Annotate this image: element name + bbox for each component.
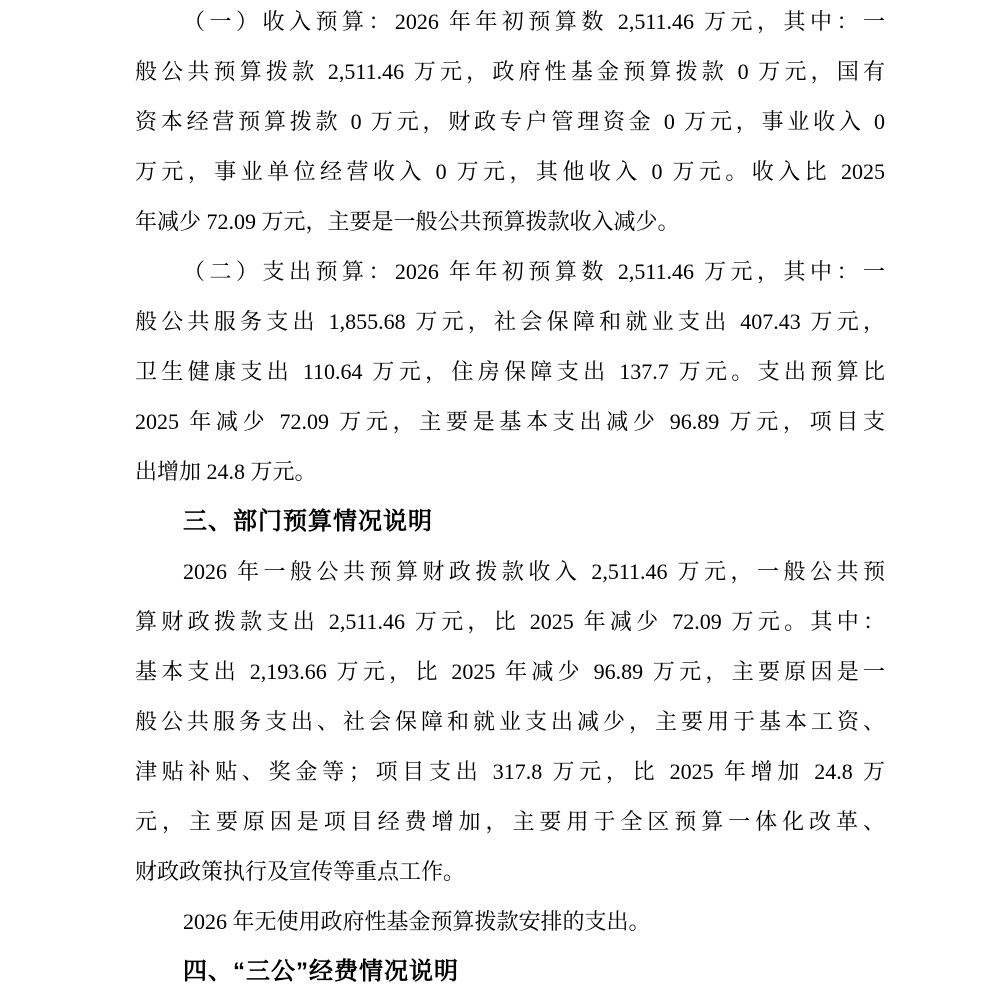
paragraph-line: （二）支出预算：2026 年年初预算数 2,511.46 万元，其中：一 — [183, 259, 885, 284]
section-heading: 三、部门预算情况说明 — [183, 508, 433, 535]
paragraph-line: 算财政拨款支出 2,511.46 万元，比 2025 年减少 72.09 万元。其中： — [135, 609, 885, 634]
paragraph-line: （一）收入预算：2026 年年初预算数 2,511.46 万元，其中：一 — [183, 9, 885, 34]
document-text — [135, 0, 885, 997]
paragraph-line: 般公共预算拨款 2,511.46 万元，政府性基金预算拨款 0 万元，国有 — [135, 59, 885, 84]
paragraph-line: 元，主要原因是项目经费增加，主要用于全区预算一体化改革、 — [135, 809, 885, 834]
paragraph-line: 般公共服务支出 1,855.68 万元，社会保障和就业支出 407.43 万元， — [135, 309, 885, 334]
paragraph-line: 般公共服务支出、社会保障和就业支出减少，主要用于基本工资、 — [135, 709, 885, 734]
paragraph-line: 卫生健康支出 110.64 万元，住房保障支出 137.7 万元。支出预算比 — [135, 359, 885, 384]
paragraph-line: 万元，事业单位经营收入 0 万元，其他收入 0 万元。收入比 2025 — [135, 159, 885, 184]
paragraph-line: 财政政策执行及宣传等重点工作。 — [135, 859, 466, 884]
paragraph-line: 出增加 24.8 万元。 — [135, 459, 317, 484]
paragraph-line: 资本经营预算拨款 0 万元，财政专户管理资金 0 万元，事业收入 0 — [135, 109, 885, 134]
paragraph-line: 基本支出 2,193.66 万元，比 2025 年减少 96.89 万元，主要原因是一 — [135, 659, 885, 684]
paragraph-line: 年减少 72.09 万元，主要是一般公共预算拨款收入减少。 — [135, 209, 680, 234]
paragraph-line: 2025 年减少 72.09 万元，主要是基本支出减少 96.89 万元，项目支 — [135, 409, 885, 434]
paragraph-line: 津贴补贴、奖金等；项目支出 317.8 万元，比 2025 年增加 24.8 万 — [135, 759, 885, 784]
paragraph-line: 2026 年一般公共预算财政拨款收入 2,511.46 万元，一般公共预 — [183, 559, 885, 584]
section-heading: 四、“三公”经费情况说明 — [183, 958, 459, 985]
paragraph-line: 2026 年无使用政府性基金预算拨款安排的支出。 — [183, 909, 651, 934]
